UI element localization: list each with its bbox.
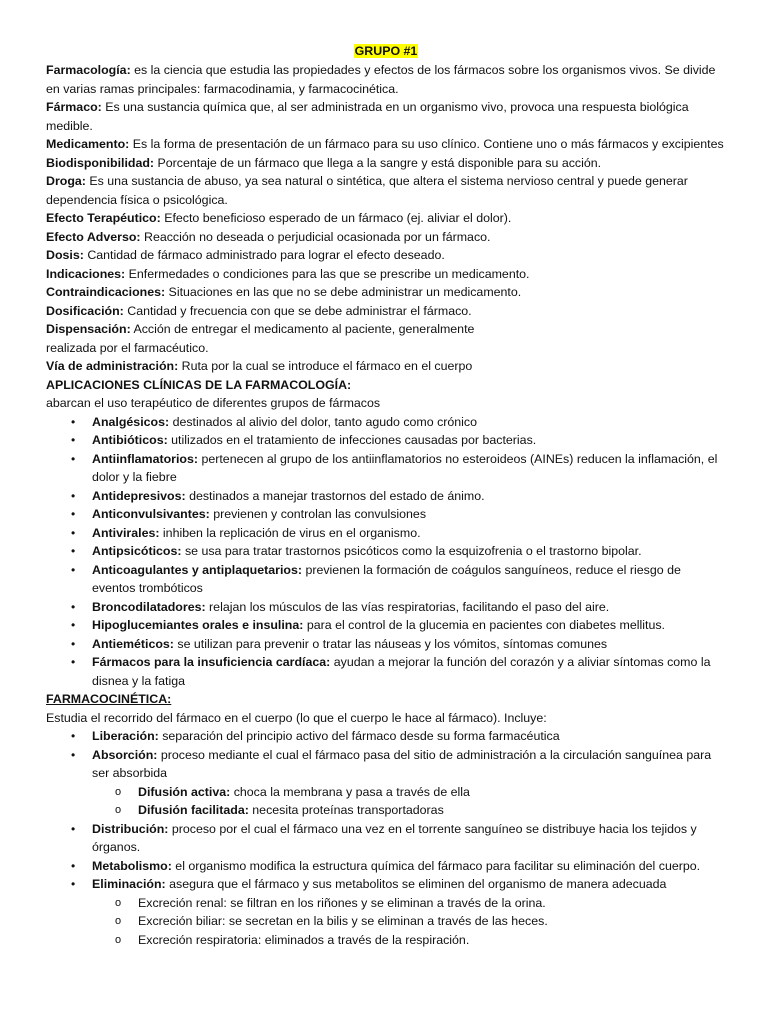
definition-term: Dispensación:	[46, 322, 131, 336]
definition-text: Cantidad de fármaco administrado para lograr el efecto deseado.	[83, 248, 445, 262]
list-item-text: asegura que el fármaco y sus metabolitos se eliminen del organismo de manera adecuada	[165, 877, 667, 891]
list-item-term: Antidepresivos:	[92, 488, 186, 503]
list-item	[46, 561, 726, 598]
sub-list-item-text: Excreción respiratoria: eliminados a través de la respiración.	[138, 932, 470, 947]
list-item-text: el organismo modifica la estructura química del fármaco para facilitar su eliminación del cuerpo.	[171, 858, 701, 873]
definition-term: Efecto Terapéutico:	[46, 211, 161, 225]
sub-list-item-text: necesita proteínas transportadoras	[248, 803, 444, 817]
definition-text: Es una sustancia de abuso, ya sea natural o sintética, que altera el sistema nervioso central y puede generar dependencia física o psicológica.	[46, 174, 688, 207]
list-item-term: Antibióticos:	[92, 433, 168, 447]
list-item-text: para el control de la glucemia en pacientes con diabetes mellitus.	[303, 618, 665, 632]
definition-text: Porcentaje de un fármaco que llega a la sangre y está disponible para su acción.	[154, 155, 602, 170]
definition-term: Contraindicaciones:	[46, 285, 166, 299]
sub-bullet-icon: o	[115, 915, 122, 927]
list-item-text: relajan los músculos de las vías respiratorias, facilitando el paso del aire.	[205, 599, 610, 614]
definition-term: Droga:	[46, 174, 86, 188]
definition-text: Reacción no deseada o perjudicial ocasionada por un fármaco.	[140, 229, 491, 244]
list-item	[46, 598, 726, 617]
list-item	[46, 505, 726, 524]
document-page	[46, 42, 726, 949]
applications-list	[46, 413, 726, 691]
list-item	[46, 487, 726, 506]
definition-text: es la ciencia que estudia las propiedades y efectos de los fármacos sobre los organismos vivos. Se divide en varias ramas principales: farmacodinamia, y farmacocinética.	[46, 63, 716, 96]
sub-list-item-text: Excreción biliar: se secretan en la bilis y se eliminan a través de las heces.	[138, 914, 548, 928]
definition-dispensacion	[46, 320, 726, 357]
pharmacokinetics-list-continued	[46, 820, 726, 894]
list-item	[46, 746, 726, 783]
sub-list-item	[46, 931, 726, 950]
list-item	[46, 653, 726, 690]
definition-term: Fármaco:	[46, 100, 102, 114]
list-item	[46, 875, 726, 894]
list-item-text: destinados al alivio del dolor, tanto agudo como crónico	[169, 414, 478, 429]
list-item-term: Absorción:	[92, 747, 158, 762]
bullet-icon: •	[71, 562, 76, 577]
list-item	[46, 431, 726, 450]
bullet-icon: •	[71, 544, 76, 558]
definition-term: Dosificación:	[46, 303, 124, 318]
definition-dosificacion	[46, 302, 726, 321]
list-item-term: Fármacos para la insuficiencia cardíaca:	[92, 655, 331, 669]
list-item	[46, 616, 726, 635]
bullet-icon: •	[71, 618, 76, 632]
list-item-term: Metabolismo:	[92, 858, 172, 873]
bullet-icon: •	[71, 858, 76, 873]
definitions-block	[46, 61, 726, 376]
bullet-icon: •	[71, 599, 76, 614]
sub-list-item-term: Difusión facilitada:	[138, 803, 249, 817]
list-item-term: Anticonvulsivantes:	[92, 507, 210, 521]
list-item-text: utilizados en el tratamiento de infecciones causadas por bacterias.	[167, 433, 537, 447]
list-item-term: Antipsicóticos:	[92, 544, 182, 558]
list-item-text: ayudan a mejorar la función del corazón y a aliviar síntomas como la disnea y la fatiga	[92, 655, 711, 688]
pharmacokinetics-list	[46, 727, 726, 783]
sub-bullet-icon: o	[115, 896, 122, 909]
list-item-text: destinados a manejar trastornos del estado de ánimo.	[185, 488, 485, 503]
bullet-icon: •	[71, 636, 76, 651]
list-item-text: se utilizan para prevenir o tratar las náuseas y los vómitos, síntomas comunes	[173, 636, 608, 651]
list-item-term: Antiinflamatorios:	[92, 451, 199, 466]
list-item-term: Anticoagulantes y antiplaquetarios:	[92, 562, 302, 577]
list-item-term: Eliminación:	[92, 877, 166, 891]
definition-via-administracion	[46, 357, 726, 376]
definition-term: Vía de administración:	[46, 359, 179, 373]
absorption-sublist	[46, 783, 726, 820]
list-item-term: Distribución:	[92, 821, 169, 836]
list-item	[46, 727, 726, 746]
bullet-icon: •	[71, 433, 76, 447]
sub-list-item-term: Difusión activa:	[138, 784, 231, 799]
definition-text: Es una sustancia química que, al ser administrada en un organismo vivo, provoca una respuesta biológica medible.	[46, 100, 689, 133]
definition-text: Situaciones en las que no se debe administrar un medicamento.	[165, 285, 522, 299]
list-item-text: previenen y controlan las convulsiones	[209, 507, 427, 521]
list-item-text: separación del principio activo del fármaco desde su forma farmacéutica	[158, 729, 560, 743]
list-item-text: proceso mediante el cual el fármaco pasa del sitio de administración a la circulación sanguínea para ser absorbida	[92, 747, 712, 780]
definition-efecto-adverso	[46, 228, 726, 247]
list-item	[46, 635, 726, 654]
list-item	[46, 413, 726, 432]
bullet-icon: •	[71, 507, 76, 521]
definition-text: Cantidad y frecuencia con que se debe administrar el fármaco.	[123, 303, 472, 318]
list-item	[46, 820, 726, 857]
definition-text: Enfermedades o condiciones para las que se prescribe un medicamento.	[125, 266, 530, 281]
title-row	[46, 42, 726, 61]
definition-term: Indicaciones:	[46, 266, 126, 281]
list-item	[46, 857, 726, 876]
bullet-icon: •	[71, 747, 76, 762]
list-item-text: inhiben la replicación de virus en el organismo.	[159, 525, 421, 540]
bullet-icon: •	[71, 729, 76, 743]
bullet-icon: •	[71, 525, 76, 540]
sub-list-item	[46, 912, 726, 931]
bullet-icon: •	[71, 877, 76, 891]
sub-bullet-icon: o	[115, 804, 122, 816]
definition-efecto-terapeutico	[46, 209, 726, 228]
list-item-term: Hipoglucemiantes orales e insulina:	[92, 618, 304, 632]
sub-list-item	[46, 894, 726, 913]
bullet-icon: •	[71, 821, 76, 836]
list-item-text: previenen la formación de coágulos sanguíneos, reduce el riesgo de eventos trombóticos	[92, 562, 681, 595]
definition-term: Dosis:	[46, 248, 84, 262]
definition-contraindicaciones	[46, 283, 726, 302]
definition-dosis	[46, 246, 726, 265]
definition-farmacologia	[46, 61, 726, 98]
bullet-icon: •	[71, 655, 76, 669]
pharmacokinetics-intro: Estudia el recorrido del fármaco en el cuerpo (lo que el cuerpo le hace al fármaco). Incluye:	[46, 710, 547, 725]
sub-bullet-icon: o	[115, 785, 122, 798]
sub-list-item	[46, 801, 726, 820]
list-item-term: Antivirales:	[92, 525, 160, 540]
definition-farmaco	[46, 98, 726, 135]
list-item-term: Broncodilatadores:	[92, 599, 206, 614]
list-item-text: se usa para tratar trastornos psicóticos como la esquizofrenia o el trastorno bipolar.	[181, 544, 642, 558]
list-item	[46, 450, 726, 487]
list-item-text: proceso por el cual el fármaco una vez en el torrente sanguíneo se distribuye hacia los tejidos y órganos.	[92, 821, 697, 854]
bullet-icon: •	[71, 488, 76, 503]
definition-indicaciones	[46, 265, 726, 284]
definition-term: Farmacología:	[46, 63, 131, 77]
pharmacokinetics-heading: FARMACOCINÉTICA:	[46, 692, 172, 706]
sub-bullet-icon: o	[115, 933, 122, 946]
definition-term: Biodisponibilidad:	[46, 155, 155, 170]
bullet-icon: •	[71, 451, 76, 466]
definition-droga	[46, 172, 726, 209]
page-title: GRUPO #1	[354, 44, 418, 58]
applications-heading: APLICACIONES CLÍNICAS DE LA FARMACOLOGÍA:	[46, 377, 352, 392]
definition-biodisponibilidad	[46, 154, 726, 173]
sub-list-item	[46, 783, 726, 802]
sub-list-item-text: Excreción renal: se filtran en los riñones y se eliminan a través de la orina.	[138, 895, 546, 910]
definition-text-continued: realizada por el farmacéutico.	[46, 340, 209, 355]
definition-term: Efecto Adverso:	[46, 229, 141, 244]
list-item-term: Antieméticos:	[92, 636, 174, 651]
applications-intro: abarcan el uso terapéutico de diferentes grupos de fármacos	[46, 396, 381, 410]
list-item	[46, 524, 726, 543]
list-item	[46, 542, 726, 561]
list-item-text: pertenecen al grupo de los antiinflamatorios no esteroideos (AINEs) reducen la inflamación, el dolor y la fiebre	[92, 451, 718, 484]
list-item-term: Liberación:	[92, 729, 159, 743]
definition-text: Acción de entregar el medicamento al paciente, generalmente	[130, 322, 475, 336]
definition-text: Es la forma de presentación de un fármaco para su uso clínico. Contiene uno o más fármacos y excipientes	[129, 137, 724, 151]
definition-text: Efecto beneficioso esperado de un fármaco (ej. aliviar el dolor).	[160, 211, 512, 225]
definition-medicamento	[46, 135, 726, 154]
bullet-icon: •	[71, 414, 76, 429]
definition-term: Medicamento:	[46, 137, 130, 151]
sub-list-item-text: choca la membrana y pasa a través de ella	[230, 784, 470, 799]
definition-text: Ruta por la cual se introduce el fármaco en el cuerpo	[178, 359, 473, 373]
elimination-sublist	[46, 894, 726, 950]
list-item-term: Analgésicos:	[92, 414, 170, 429]
